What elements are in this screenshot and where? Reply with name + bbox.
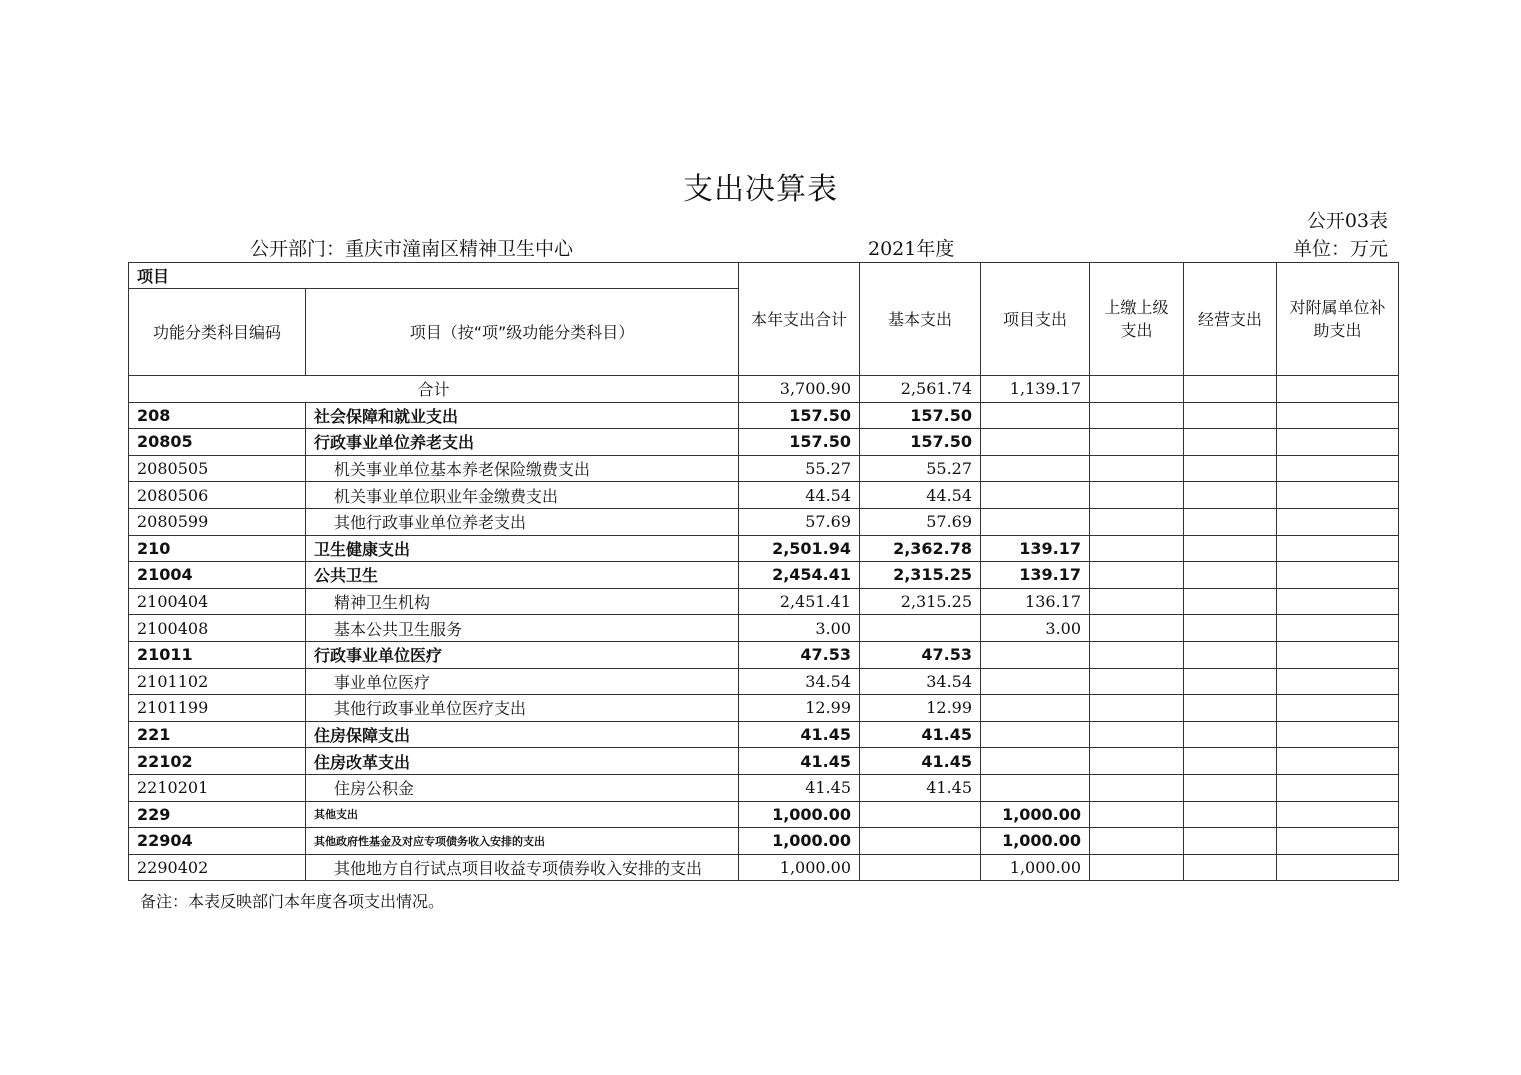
row-total: 41.45 [739,774,860,801]
row-total: 157.50 [739,429,860,456]
row-upper [1090,695,1184,722]
row-name: 行政事业单位养老支出 [306,429,739,456]
row-basic [860,828,981,855]
row-upper [1090,455,1184,482]
footnote: 备注：本表反映部门本年度各项支出情况。 [140,892,445,911]
table-row [129,535,1399,562]
row-name: 卫生健康支出 [306,535,739,562]
row-name: 行政事业单位医疗 [306,641,739,668]
row-project [981,695,1090,722]
table-row [129,748,1399,775]
row-project [981,748,1090,775]
row-code: 2100404 [129,588,306,615]
row-project: 139.17 [981,535,1090,562]
row-project: 136.17 [981,588,1090,615]
row-business [1184,828,1277,855]
row-subsidy [1277,828,1399,855]
row-project [981,774,1090,801]
row-upper [1090,748,1184,775]
row-total: 57.69 [739,508,860,535]
row-business [1184,721,1277,748]
row-name: 住房改革支出 [306,748,739,775]
unit-label: 单位：万元 [1292,238,1388,260]
row-project: 1,000.00 [981,801,1090,828]
row-business [1184,695,1277,722]
row-business [1184,402,1277,429]
row-basic: 12.99 [860,695,981,722]
row-upper [1090,402,1184,429]
row-total: 47.53 [739,641,860,668]
row-code: 20805 [129,429,306,456]
department-label: 公开部门：重庆市潼南区精神卫生中心 [250,238,574,260]
row-basic: 2,315.25 [860,562,981,589]
row-basic: 34.54 [860,668,981,695]
total-basic: 2,561.74 [860,376,981,403]
row-code: 21011 [129,641,306,668]
row-upper [1090,668,1184,695]
total-total: 3,700.90 [739,376,860,403]
row-subsidy [1277,668,1399,695]
header-code: 功能分类科目编码 [129,289,306,376]
row-name: 公共卫生 [306,562,739,589]
row-total: 41.45 [739,748,860,775]
row-code: 2100408 [129,615,306,642]
row-upper [1090,641,1184,668]
row-code: 208 [129,402,306,429]
row-project [981,508,1090,535]
table-row [129,854,1399,881]
header-item-group: 项目 [129,263,739,289]
row-upper [1090,854,1184,881]
table-row [129,588,1399,615]
row-basic: 157.50 [860,402,981,429]
form-number: 公开03表 [1306,210,1388,232]
row-project: 1,000.00 [981,854,1090,881]
row-name: 精神卫生机构 [306,588,739,615]
row-business [1184,429,1277,456]
row-name: 其他政府性基金及对应专项债务收入安排的支出 [306,828,739,855]
fiscal-year: 2021年度 [868,238,955,260]
total-business [1184,376,1277,403]
row-project [981,482,1090,509]
header-name: 项目（按“项”级功能分类科目） [306,289,739,376]
table-row [129,562,1399,589]
header-business: 经营支出 [1184,263,1277,376]
row-project: 1,000.00 [981,828,1090,855]
row-business [1184,641,1277,668]
row-business [1184,562,1277,589]
row-subsidy [1277,535,1399,562]
row-upper [1090,828,1184,855]
row-total: 2,454.41 [739,562,860,589]
header-upper: 上缴上级支出 [1090,263,1184,376]
row-subsidy [1277,455,1399,482]
row-subsidy [1277,508,1399,535]
row-basic: 44.54 [860,482,981,509]
row-basic: 55.27 [860,455,981,482]
expenditure-table [128,262,1399,881]
row-name: 其他地方自行试点项目收益专项债券收入安排的支出 [306,854,739,881]
row-business [1184,535,1277,562]
row-code: 2080599 [129,508,306,535]
header-project: 项目支出 [981,263,1090,376]
row-name: 事业单位医疗 [306,668,739,695]
row-name: 其他行政事业单位养老支出 [306,508,739,535]
row-subsidy [1277,854,1399,881]
row-name: 机关事业单位基本养老保险缴费支出 [306,455,739,482]
row-subsidy [1277,482,1399,509]
table-row [129,695,1399,722]
row-project [981,455,1090,482]
table-row [129,721,1399,748]
row-code: 210 [129,535,306,562]
row-code: 22904 [129,828,306,855]
table-row [129,615,1399,642]
row-business [1184,588,1277,615]
row-total: 157.50 [739,402,860,429]
row-basic: 157.50 [860,429,981,456]
total-project: 1,139.17 [981,376,1090,403]
row-subsidy [1277,562,1399,589]
row-business [1184,668,1277,695]
row-code: 2290402 [129,854,306,881]
row-code: 22102 [129,748,306,775]
row-subsidy [1277,429,1399,456]
row-code: 2080506 [129,482,306,509]
table-row [129,774,1399,801]
row-name: 其他行政事业单位医疗支出 [306,695,739,722]
row-code: 2210201 [129,774,306,801]
table-row [129,402,1399,429]
total-label: 合计 [129,376,739,403]
row-project: 3.00 [981,615,1090,642]
row-upper [1090,429,1184,456]
total-upper [1090,376,1184,403]
row-business [1184,774,1277,801]
row-business [1184,854,1277,881]
row-business [1184,482,1277,509]
row-total: 44.54 [739,482,860,509]
row-project [981,668,1090,695]
row-upper [1090,615,1184,642]
row-subsidy [1277,695,1399,722]
row-total: 2,451.41 [739,588,860,615]
row-basic: 2,315.25 [860,588,981,615]
header-subsidy: 对附属单位补助支出 [1277,263,1399,376]
row-upper [1090,588,1184,615]
row-basic: 2,362.78 [860,535,981,562]
row-project [981,402,1090,429]
row-subsidy [1277,402,1399,429]
total-subsidy [1277,376,1399,403]
row-project [981,429,1090,456]
row-code: 229 [129,801,306,828]
table-row [129,429,1399,456]
table-row [129,668,1399,695]
row-name: 住房保障支出 [306,721,739,748]
row-business [1184,748,1277,775]
row-subsidy [1277,774,1399,801]
row-total: 41.45 [739,721,860,748]
header-basic: 基本支出 [860,263,981,376]
row-basic: 41.45 [860,748,981,775]
header-total: 本年支出合计 [739,263,860,376]
row-name: 其他支出 [306,801,739,828]
row-subsidy [1277,721,1399,748]
row-basic: 47.53 [860,641,981,668]
page-title: 支出决算表 [683,172,838,207]
row-subsidy [1277,748,1399,775]
table-row [129,508,1399,535]
row-upper [1090,562,1184,589]
row-project [981,641,1090,668]
row-total: 55.27 [739,455,860,482]
row-business [1184,615,1277,642]
row-basic [860,801,981,828]
total-row [129,376,1399,403]
row-upper [1090,482,1184,509]
table-row [129,482,1399,509]
row-business [1184,801,1277,828]
row-upper [1090,535,1184,562]
row-total: 1,000.00 [739,828,860,855]
table-row [129,455,1399,482]
row-name: 基本公共卫生服务 [306,615,739,642]
row-total: 2,501.94 [739,535,860,562]
row-project: 139.17 [981,562,1090,589]
row-total: 34.54 [739,668,860,695]
table-row [129,801,1399,828]
row-total: 12.99 [739,695,860,722]
table-row [129,828,1399,855]
row-basic: 41.45 [860,721,981,748]
row-total: 1,000.00 [739,801,860,828]
row-total: 1,000.00 [739,854,860,881]
row-basic: 57.69 [860,508,981,535]
row-code: 221 [129,721,306,748]
row-name: 社会保障和就业支出 [306,402,739,429]
table-row [129,641,1399,668]
row-total: 3.00 [739,615,860,642]
row-code: 2080505 [129,455,306,482]
row-business [1184,455,1277,482]
row-basic [860,615,981,642]
row-subsidy [1277,588,1399,615]
row-basic [860,854,981,881]
row-subsidy [1277,615,1399,642]
row-business [1184,508,1277,535]
row-upper [1090,721,1184,748]
row-name: 机关事业单位职业年金缴费支出 [306,482,739,509]
row-code: 2101102 [129,668,306,695]
row-upper [1090,774,1184,801]
row-name: 住房公积金 [306,774,739,801]
row-upper [1090,801,1184,828]
row-subsidy [1277,801,1399,828]
row-upper [1090,508,1184,535]
row-basic: 41.45 [860,774,981,801]
row-code: 21004 [129,562,306,589]
row-code: 2101199 [129,695,306,722]
row-subsidy [1277,641,1399,668]
row-project [981,721,1090,748]
